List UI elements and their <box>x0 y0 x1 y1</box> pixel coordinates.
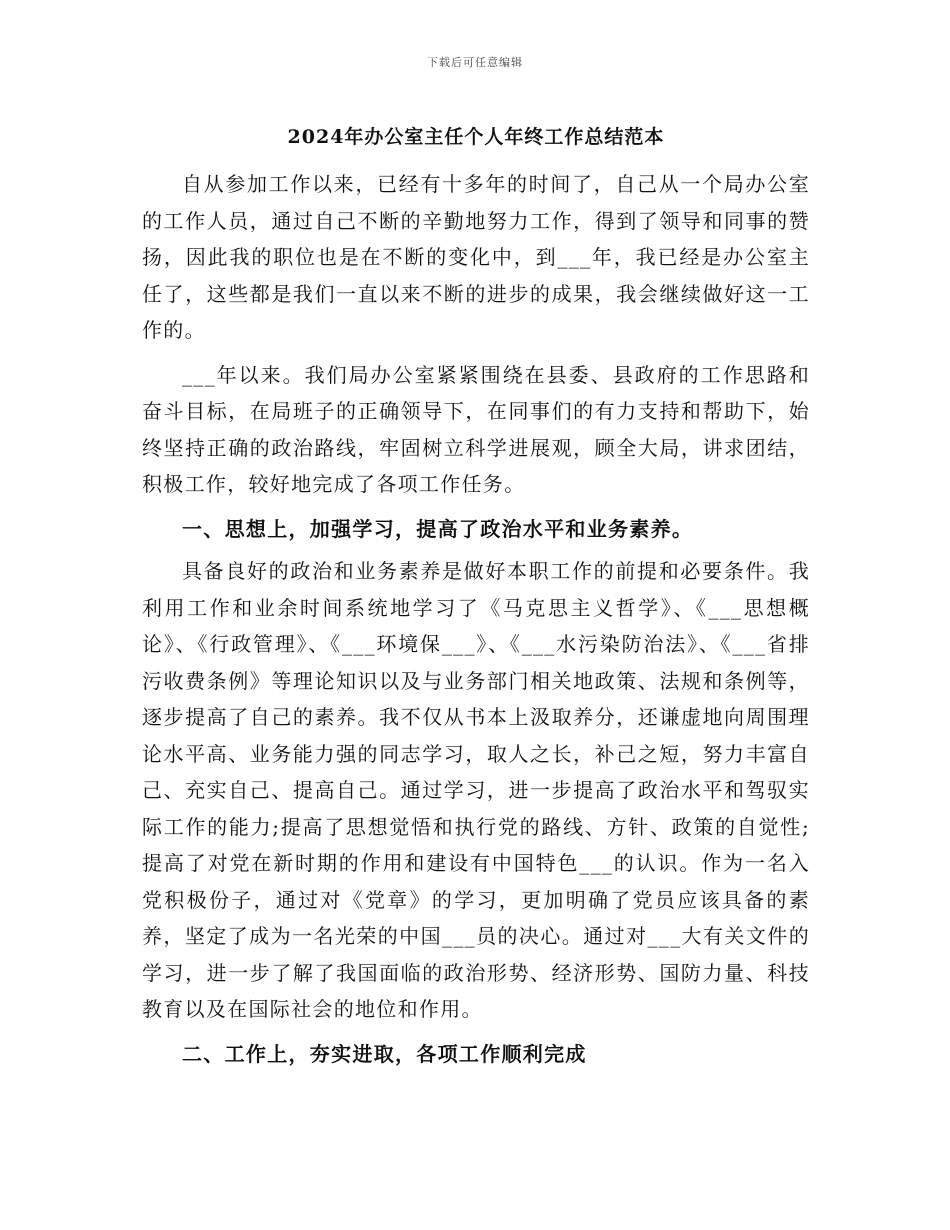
paragraph-intro: 自从参加工作以来，已经有十多年的时间了，自己从一个局办公室的工作人员，通过自己不断的辛勤地努力工作，得到了领导和同事的赞扬，因此我的职位也是在不断的变化中，到___年，我已经是办公室主任了，这些都是我们一直以来不断的进步的成果，我会继续做好这一工作的。 <box>142 172 810 342</box>
document-body <box>142 122 810 1078</box>
section-heading-2: 二、工作上，夯实进取，各项工作顺利完成 <box>182 1041 587 1066</box>
section-heading-1: 一、思想上，加强学习，提高了政治水平和业务素养。 <box>182 516 694 541</box>
section-1-paragraph: 具备良好的政治和业务素养是做好本职工作的前提和必要条件。我利用工作和业余时间系统地学习了《马克思主义哲学》、《___思想概论》、《行政管理》、《___环境保___》、《___水污染防治法》、《___省排污收费条例》等理论知识以及与业务部门相关地政策、法规和条例等，逐步提高了自己的素养。我不仅从书本上汲取养分，还谦虚地向周围理论水平高、业务能力强的同志学习，取人之长，补己之短，努力丰富自己、充实自己、提高自己。通过学习，进一步提高了政治水平和驾驭实际工作的能力;提高了思想觉悟和执行党的路线、方针、政策的自觉性;提高了对党在新时期的作用和建设有中国特色___的认识。作为一名入党积极份子，通过对《党章》的学习，更加明确了党员应该具备的素养，坚定了成为一名光荣的中国___员的决心。通过对___大有关文件的学习，进一步了解了我国面临的政治形势、经济形势、国防力量、科技教育以及在国际社会的地位和作用。 <box>142 559 810 1021</box>
document-title: 2024年办公室主任个人年终工作总结范本 <box>287 126 665 148</box>
paragraph-overview: ___年以来。我们局办公室紧紧围绕在县委、县政府的工作思路和奋斗目标，在局班子的正确领导下，在同事们的有力支持和帮助下，始终坚持正确的政治路线，牢固树立科学进展观，顾全大局，讲求团结，积极工作，较好地完成了各项工作任务。 <box>142 362 810 496</box>
page-header-note: 下载后可任意编辑 <box>427 56 523 69</box>
